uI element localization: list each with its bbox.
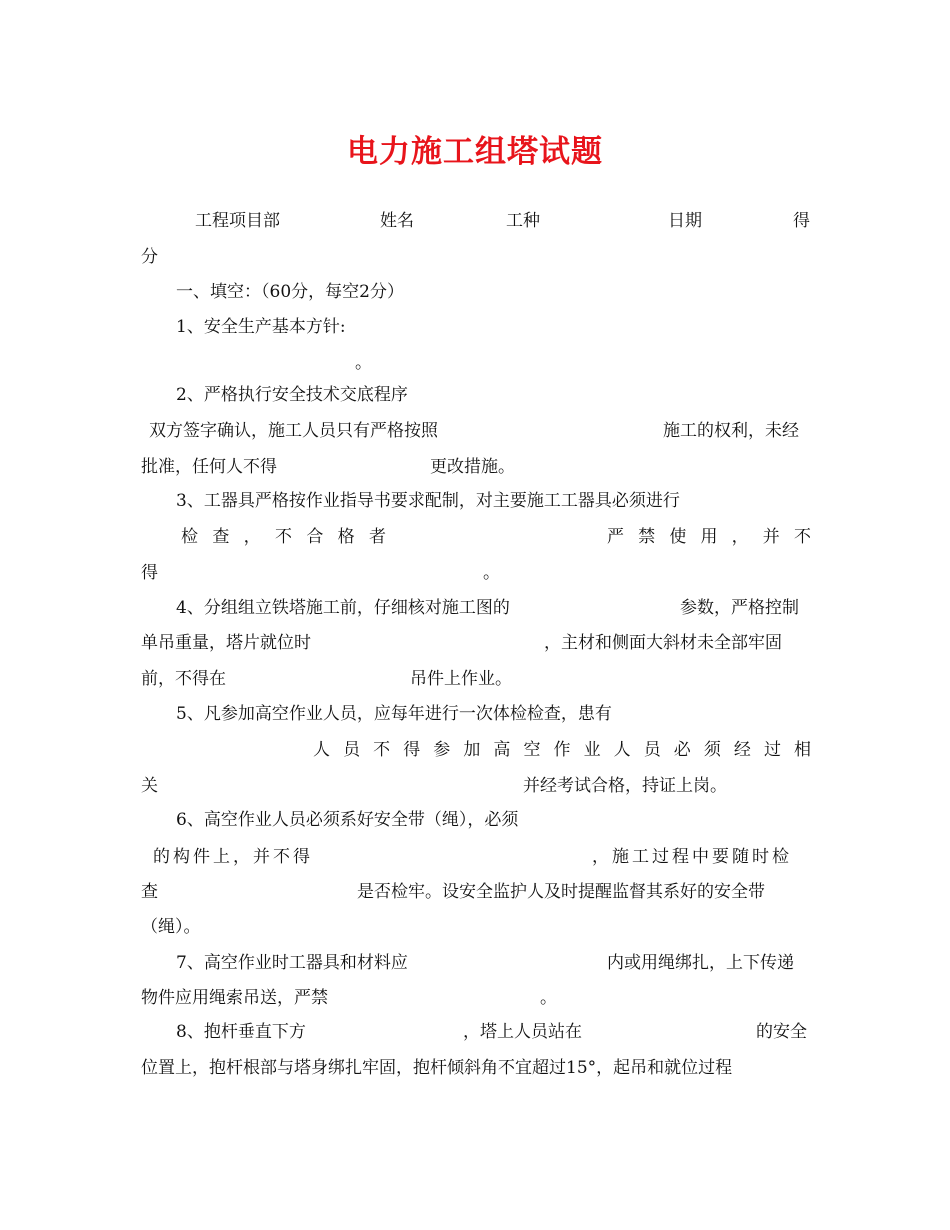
section-heading: 一、填空：（60分，每空2分） xyxy=(176,282,404,302)
char: 不 xyxy=(274,527,292,547)
document-title: 电力施工组塔试题 xyxy=(347,134,603,170)
char: 须 xyxy=(703,740,721,760)
char: 人 xyxy=(313,740,330,760)
question-2-line-3b: 更改措施。 xyxy=(430,457,515,477)
char: 格 xyxy=(337,527,355,547)
char: 空 xyxy=(523,740,541,760)
question-4-line-1a: 4、分组组立铁塔施工前，仔细核对施工图的 xyxy=(176,598,510,618)
char: 人 xyxy=(613,740,631,760)
question-8-line-1a: 8、抱杆垂直下方 xyxy=(176,1022,306,1042)
char: 禁 xyxy=(638,527,656,547)
question-2-line-2a: 双方签字确认，施工人员只有严格按照 xyxy=(149,421,438,441)
question-2-line-3a: 批准，任何人不得 xyxy=(141,457,277,477)
char: 不 xyxy=(373,740,391,760)
char: 参 xyxy=(433,740,451,760)
question-7-line-2a: 物件应用绳索吊送，严禁 xyxy=(141,988,328,1008)
question-4-line-3a: 前，不得在 xyxy=(141,669,226,689)
char: ， xyxy=(731,527,749,547)
question-2-line-2b: 施工的权利，未经 xyxy=(663,421,799,441)
char: 过 xyxy=(763,740,781,760)
question-4-line-2b: ，主材和侧面大斜材未全部牢固 xyxy=(544,633,782,653)
header-field-date: 日期 xyxy=(668,211,702,231)
question-6-line-2b: ，施工过程中要随时检 xyxy=(592,847,792,867)
header-field-trade: 工种 xyxy=(506,211,540,231)
char: 加 xyxy=(463,740,481,760)
question-8-line-2: 位置上，抱杆根部与塔身绑扎牢固，抱杆倾斜角不宜超过15°，起吊和就位过程 xyxy=(141,1058,733,1078)
header-field-score: 得 xyxy=(793,211,810,231)
char: 者 xyxy=(368,527,386,547)
char: 员 xyxy=(343,740,361,760)
question-5-line-3b: 并经考试合格，持证上岗。 xyxy=(523,776,727,796)
char: 经 xyxy=(733,740,751,760)
char: 得 xyxy=(403,740,421,760)
question-6-line-3a: 查 xyxy=(141,882,158,902)
question-6-line-3b: 是否检牢。设安全监护人及时提醒监督其系好的安全带 xyxy=(357,882,765,902)
char: 不 xyxy=(793,527,811,547)
question-3-line-1: 3、工器具严格按作业指导书要求配制，对主要施工工器具必须进行 xyxy=(176,491,680,511)
char: 用 xyxy=(700,527,718,547)
char: 严 xyxy=(607,527,624,547)
question-7-line-2b: 。 xyxy=(540,988,557,1008)
question-4-line-2a: 单吊重量，塔片就位时 xyxy=(141,633,311,653)
char: 业 xyxy=(583,740,601,760)
char: 高 xyxy=(493,740,511,760)
question-6-line-1: 6、高空作业人员必须系好安全带（绳），必须 xyxy=(176,810,519,830)
question-3-line-2a xyxy=(181,525,386,549)
question-3-line-3b: 。 xyxy=(483,563,500,583)
question-6-line-4: （绳）。 xyxy=(141,917,201,937)
question-3-line-2b xyxy=(607,525,811,549)
question-5-line-1: 5、凡参加高空作业人员，应每年进行一次体检检查，患有 xyxy=(176,704,612,724)
char: 并 xyxy=(762,527,780,547)
question-6-line-2a: 的构件上，并不得 xyxy=(153,847,313,867)
question-1: 1、安全生产基本方针: xyxy=(176,317,346,337)
question-5-line-2 xyxy=(313,738,811,762)
header-field-project-dept: 工程项目部 xyxy=(195,211,280,231)
char: 使 xyxy=(669,527,687,547)
question-8-line-1b: ，塔上人员站在 xyxy=(463,1022,582,1042)
question-7-line-1b: 内或用绳绑扎，上下传递 xyxy=(607,953,794,973)
char: 作 xyxy=(553,740,571,760)
question-4-line-1b: 参数，严格控制 xyxy=(680,598,799,618)
header-field-score-wrap: 分 xyxy=(141,247,158,267)
char: 检 xyxy=(181,527,198,547)
question-1-end: 。 xyxy=(355,353,372,373)
question-4-line-3b: 吊件上作业。 xyxy=(410,669,512,689)
char: 相 xyxy=(794,740,811,760)
question-2-line-1: 2、严格执行安全技术交底程序 xyxy=(176,385,408,405)
char: 必 xyxy=(673,740,691,760)
char: 查 xyxy=(212,527,230,547)
char: 员 xyxy=(643,740,661,760)
question-3-line-3a: 得 xyxy=(141,563,158,583)
header-field-name: 姓名 xyxy=(380,211,414,231)
question-7-line-1a: 7、高空作业时工器具和材料应 xyxy=(176,953,408,973)
question-5-line-3a: 关 xyxy=(141,776,158,796)
char: 合 xyxy=(306,527,324,547)
question-8-line-1c: 的安全 xyxy=(756,1022,807,1042)
char: ， xyxy=(243,527,261,547)
